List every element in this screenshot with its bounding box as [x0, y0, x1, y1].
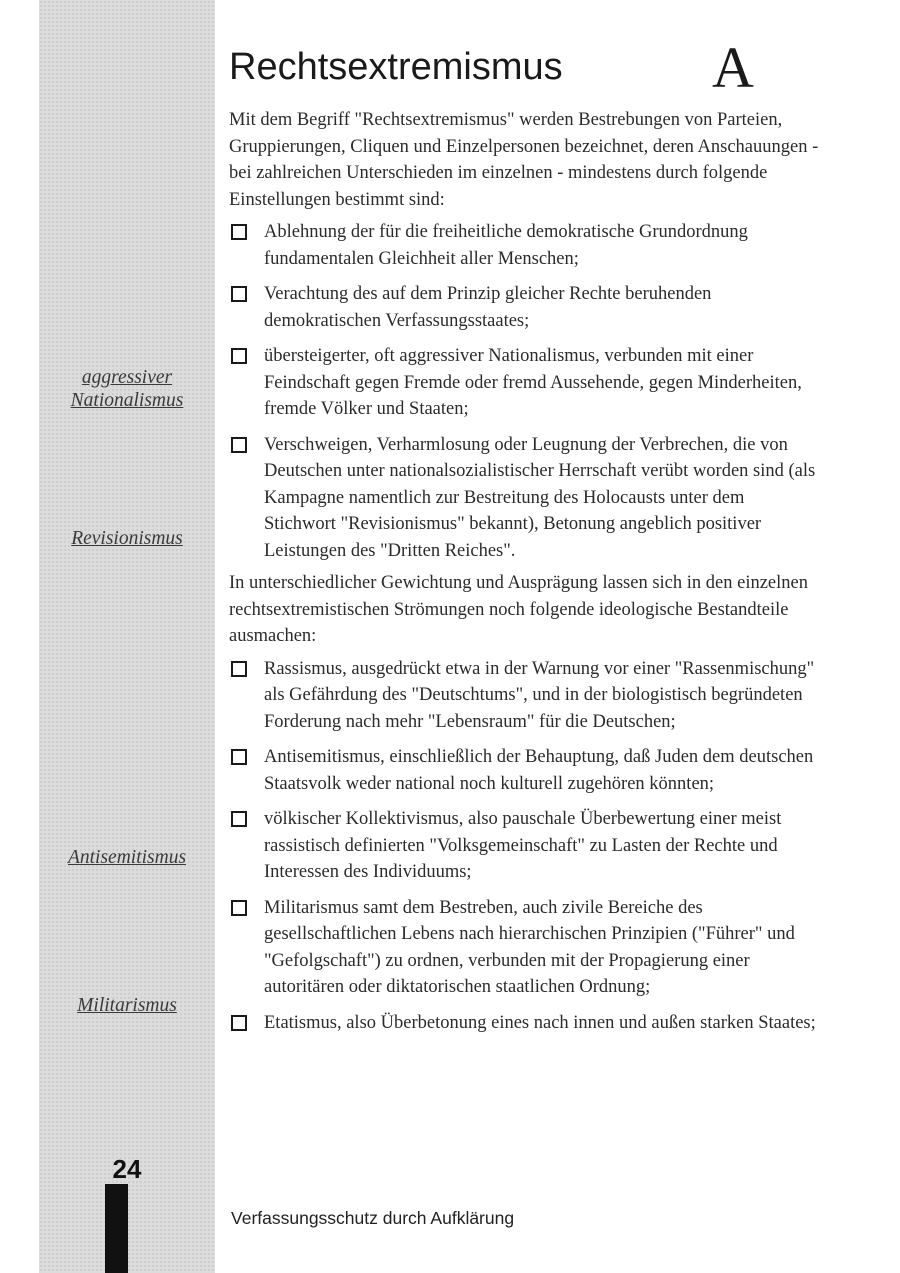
list-item-text: übersteigerter, oft aggressiver Nationalismus, verbunden mit einer Feindschaft gegen Fremde oder fremd Aussehende, gegen Minderheiten, fremde Völker und Staaten;	[264, 346, 802, 419]
attitude-list	[229, 219, 819, 564]
list-item	[229, 219, 819, 272]
body-text	[229, 107, 819, 1042]
ideology-list	[229, 656, 819, 1037]
checkbox-icon	[231, 286, 247, 302]
middle-paragraph: In unterschiedlicher Gewichtung und Ausprägung lassen sich in den einzelnen rechtsextremistischen Strömungen noch folgende ideologische Bestandteile ausmachen:	[229, 573, 808, 646]
margin-note-antisemitismus: Antisemitismus	[67, 847, 187, 868]
margin-note-line: Nationalismus	[70, 390, 184, 411]
page-title: Rechtsextremismus	[229, 46, 563, 88]
list-item	[229, 1010, 819, 1037]
checkbox-icon	[231, 811, 247, 827]
margin-note-revisionismus: Revisionismus	[71, 528, 183, 549]
list-item	[229, 656, 819, 736]
chapter-letter: A	[712, 35, 754, 100]
page-number-bar	[105, 1184, 128, 1273]
checkbox-icon	[231, 224, 247, 240]
footer-text: Verfassungsschutz durch Aufklärung	[231, 1208, 515, 1228]
list-item	[229, 744, 819, 797]
list-item	[229, 281, 819, 334]
margin-note-line: aggressiver	[81, 367, 173, 388]
margin-note-aggressiver-nationalismus	[39, 366, 215, 412]
list-item-text: Militarismus samt dem Bestreben, auch zivile Bereiche des gesellschaftlichen Lebens nach hierarchischen Prinzipien ("Führer" und "Gefolgschaft") zu ordnen, verbunden mit der Propagierung einer autoritären oder diktatorischen staatlichen Ordnung;	[264, 897, 795, 997]
list-item-text: völkischer Kollektivismus, also pauschale Überbewertung einer meist rassistisch definierten "Volksgemeinschaft" zu Lasten der Rechte und Interessen des Individuums;	[264, 809, 782, 882]
checkbox-icon	[231, 348, 247, 364]
list-item-text: Antisemitismus, einschließlich der Behauptung, daß Juden dem deutschen Staatsvolk weder national noch kulturell zugehören könnten;	[264, 747, 814, 794]
margin-sidebar	[39, 0, 215, 1273]
margin-note-militarismus: Militarismus	[77, 995, 177, 1016]
checkbox-icon	[231, 1015, 247, 1031]
list-item	[229, 432, 819, 565]
checkbox-icon	[231, 437, 247, 453]
list-item-text: Rassismus, ausgedrückt etwa in der Warnung vor einer "Rassenmischung" als Gefährdung des "Deutschtums", und in der biologistisch begründeten Forderung nach mehr "Lebensraum" für die Deutschen;	[264, 658, 815, 732]
list-item-text: Verschweigen, Verharmlosung oder Leugnung der Verbrechen, die von Deutschen unter nationalsozialistischer Herrschaft verübt worden sind (als Kampagne namentlich zur Bestreitung des Holocausts unter dem Stichwort "Revisionismus" bekannt), Betonung angeblich positiver Leistungen des "Dritten Reiches".	[264, 434, 816, 561]
list-item	[229, 895, 819, 1001]
list-item	[229, 343, 819, 423]
checkbox-icon	[231, 661, 247, 677]
list-item-text: Verachtung des auf dem Prinzip gleicher Rechte beruhenden demokratischen Verfassungsstaates;	[264, 284, 712, 331]
checkbox-icon	[231, 900, 247, 916]
list-item	[229, 806, 819, 886]
checkbox-icon	[231, 749, 247, 765]
intro-paragraph: Mit dem Begriff "Rechtsextremismus" werden Bestrebungen von Parteien, Gruppierungen, Cliquen und Einzelpersonen bezeichnet, deren Anschauungen - bei zahlreichen Unterschieden im einzelnen - mindestens durch folgende Einstellungen bestimmt sind:	[229, 110, 819, 210]
list-item-text: Ablehnung der für die freiheitliche demokratische Grundordnung fundamentalen Gleichheit aller Menschen;	[264, 222, 748, 269]
list-item-text: Etatismus, also Überbetonung eines nach innen und außen starken Staates;	[264, 1012, 816, 1033]
page-number: 24	[112, 1154, 142, 1184]
